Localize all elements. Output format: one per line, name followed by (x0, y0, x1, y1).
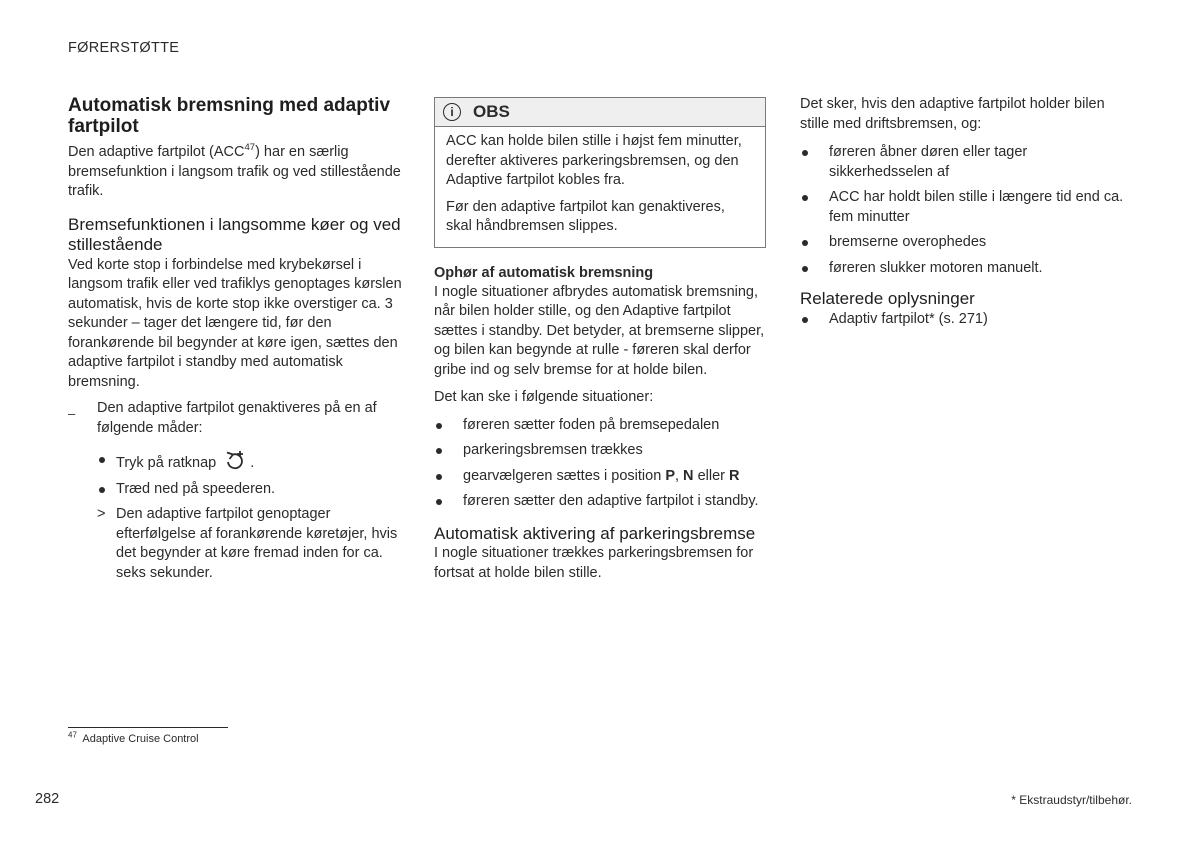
condition-intro: Det sker, hvis den adaptive fartpilot holder bilen stille med driftsbremsen, og: (800, 96, 1105, 132)
reactivation-options (97, 450, 403, 583)
note-box-body (435, 127, 765, 247)
list-item: bremserne overophedes (800, 233, 1130, 253)
bullet-icon (802, 150, 808, 156)
bullet-icon (802, 240, 808, 246)
situations-intro: Det kan ske i følgende situationer: (434, 389, 654, 405)
list-item: Tryk på ratknap . (97, 450, 403, 474)
intro-paragraph: Den adaptive fartpilot (ACC$^{47}$) har en særlig bremsefunktion i langsom trafik og ved stillestående trafik. (68, 142, 401, 199)
list-item: Træd ned på speederen. (97, 480, 403, 500)
section-heading-brake-function: Bremsefunktionen i langsomme køer og ved stillestående (68, 214, 401, 254)
brake-function-paragraph: Ved korte stop i forbindelse med krybekørsel i langsom trafik eller ved trafiklys genoptages kørslen automatisk, hvis de korte stop ikke overstiger ca. 3 sekunder – tager det længere tid, før den forankørende bil begynder at køre igen, sættes den adaptive fartpilot i standby med automatisk bremsning. (68, 256, 402, 390)
column-middle (434, 97, 766, 583)
list-item: gearvælgeren sættes i position P, N eller R (434, 467, 766, 487)
bullet-icon (802, 317, 808, 323)
bullet-icon (99, 457, 105, 463)
list-item: føreren sætter den adaptive fartpilot i standby. (434, 492, 766, 512)
bullet-icon (802, 266, 808, 272)
footnote: $^{47}$ Adaptive Cruise Control (68, 730, 199, 745)
result-marker: > (97, 506, 106, 522)
related-list (800, 310, 1130, 330)
bullet-icon (436, 474, 442, 480)
related-link[interactable]: Adaptiv fartpilot* (s. 271) (800, 310, 1130, 330)
bullet-icon (436, 499, 442, 505)
bullet-icon (99, 487, 105, 493)
note-box-header (435, 98, 765, 127)
list-item: ACC har holdt bilen stille i længere tid end ca. fem minutter (800, 188, 1130, 227)
subheading-braking-stop: Ophør af automatisk bremsning (434, 264, 654, 281)
conditions-list (800, 143, 1130, 278)
dash-marker: – (68, 406, 76, 421)
column-right (800, 95, 1130, 335)
situations-list (434, 416, 766, 512)
list-item: føreren åbner døren eller tager sikkerhedsselen af (800, 143, 1130, 182)
note-paragraph: Før den adaptive fartpilot kan genaktiveres, skal håndbremsen slippes. (446, 198, 725, 234)
result-item: > Den adaptive fartpilot genoptager efterfølgelse af forankørende køretøjer, hvis det begynder at køre fremad inden for ca. seks sekunder. (97, 506, 398, 581)
page-title: Automatisk bremsning med adaptiv fartpilot (68, 95, 391, 137)
section-header: FØRERSTØTTE (68, 40, 180, 56)
braking-stop-paragraph: I nogle situationer afbrydes automatisk bremsning, når bilen holder stille, og den Adaptive fartpilot sættes i standby. Det betyder, at bremserne slipper, og bilen kan begynde at rulle - føreren skal derfor gribe ind og selv bremse for at holde bilen. (434, 283, 765, 378)
note-box (434, 97, 766, 248)
related-info-heading: Relaterede oplysninger (800, 289, 975, 308)
page-number: 282 (35, 791, 60, 807)
bullet-icon (802, 195, 808, 201)
accessory-note: * Ekstraudstyr/tilbehør. (1011, 793, 1132, 807)
info-icon: i (443, 103, 461, 121)
footnote-divider (68, 727, 228, 728)
footnote-ref[interactable]: 47 (244, 142, 256, 154)
note-paragraph: ACC kan holde bilen stille i højst fem minutter, derefter aktiveres parkeringsbremsen, og den Adaptive fartpilot kobles fra. (446, 133, 742, 188)
instruction-step: – Den adaptive fartpilot genaktiveres på en af følgende måder: (68, 400, 377, 436)
bullet-icon (436, 448, 442, 454)
column-left (68, 95, 403, 589)
list-item: føreren slukker motoren manuelt. (800, 259, 1130, 279)
parking-brake-paragraph: I nogle situationer trækkes parkeringsbremsen for fortsat at holde bilen stille. (434, 545, 754, 581)
section-heading-parking-brake: Automatisk aktivering af parkeringsbremse (434, 523, 756, 543)
list-item: parkeringsbremsen trækkes (434, 441, 766, 461)
resume-steering-button-icon (224, 450, 246, 470)
list-item: føreren sætter foden på bremsepedalen (434, 416, 766, 436)
note-box-title: OBS (473, 102, 510, 121)
bullet-icon (436, 423, 442, 429)
